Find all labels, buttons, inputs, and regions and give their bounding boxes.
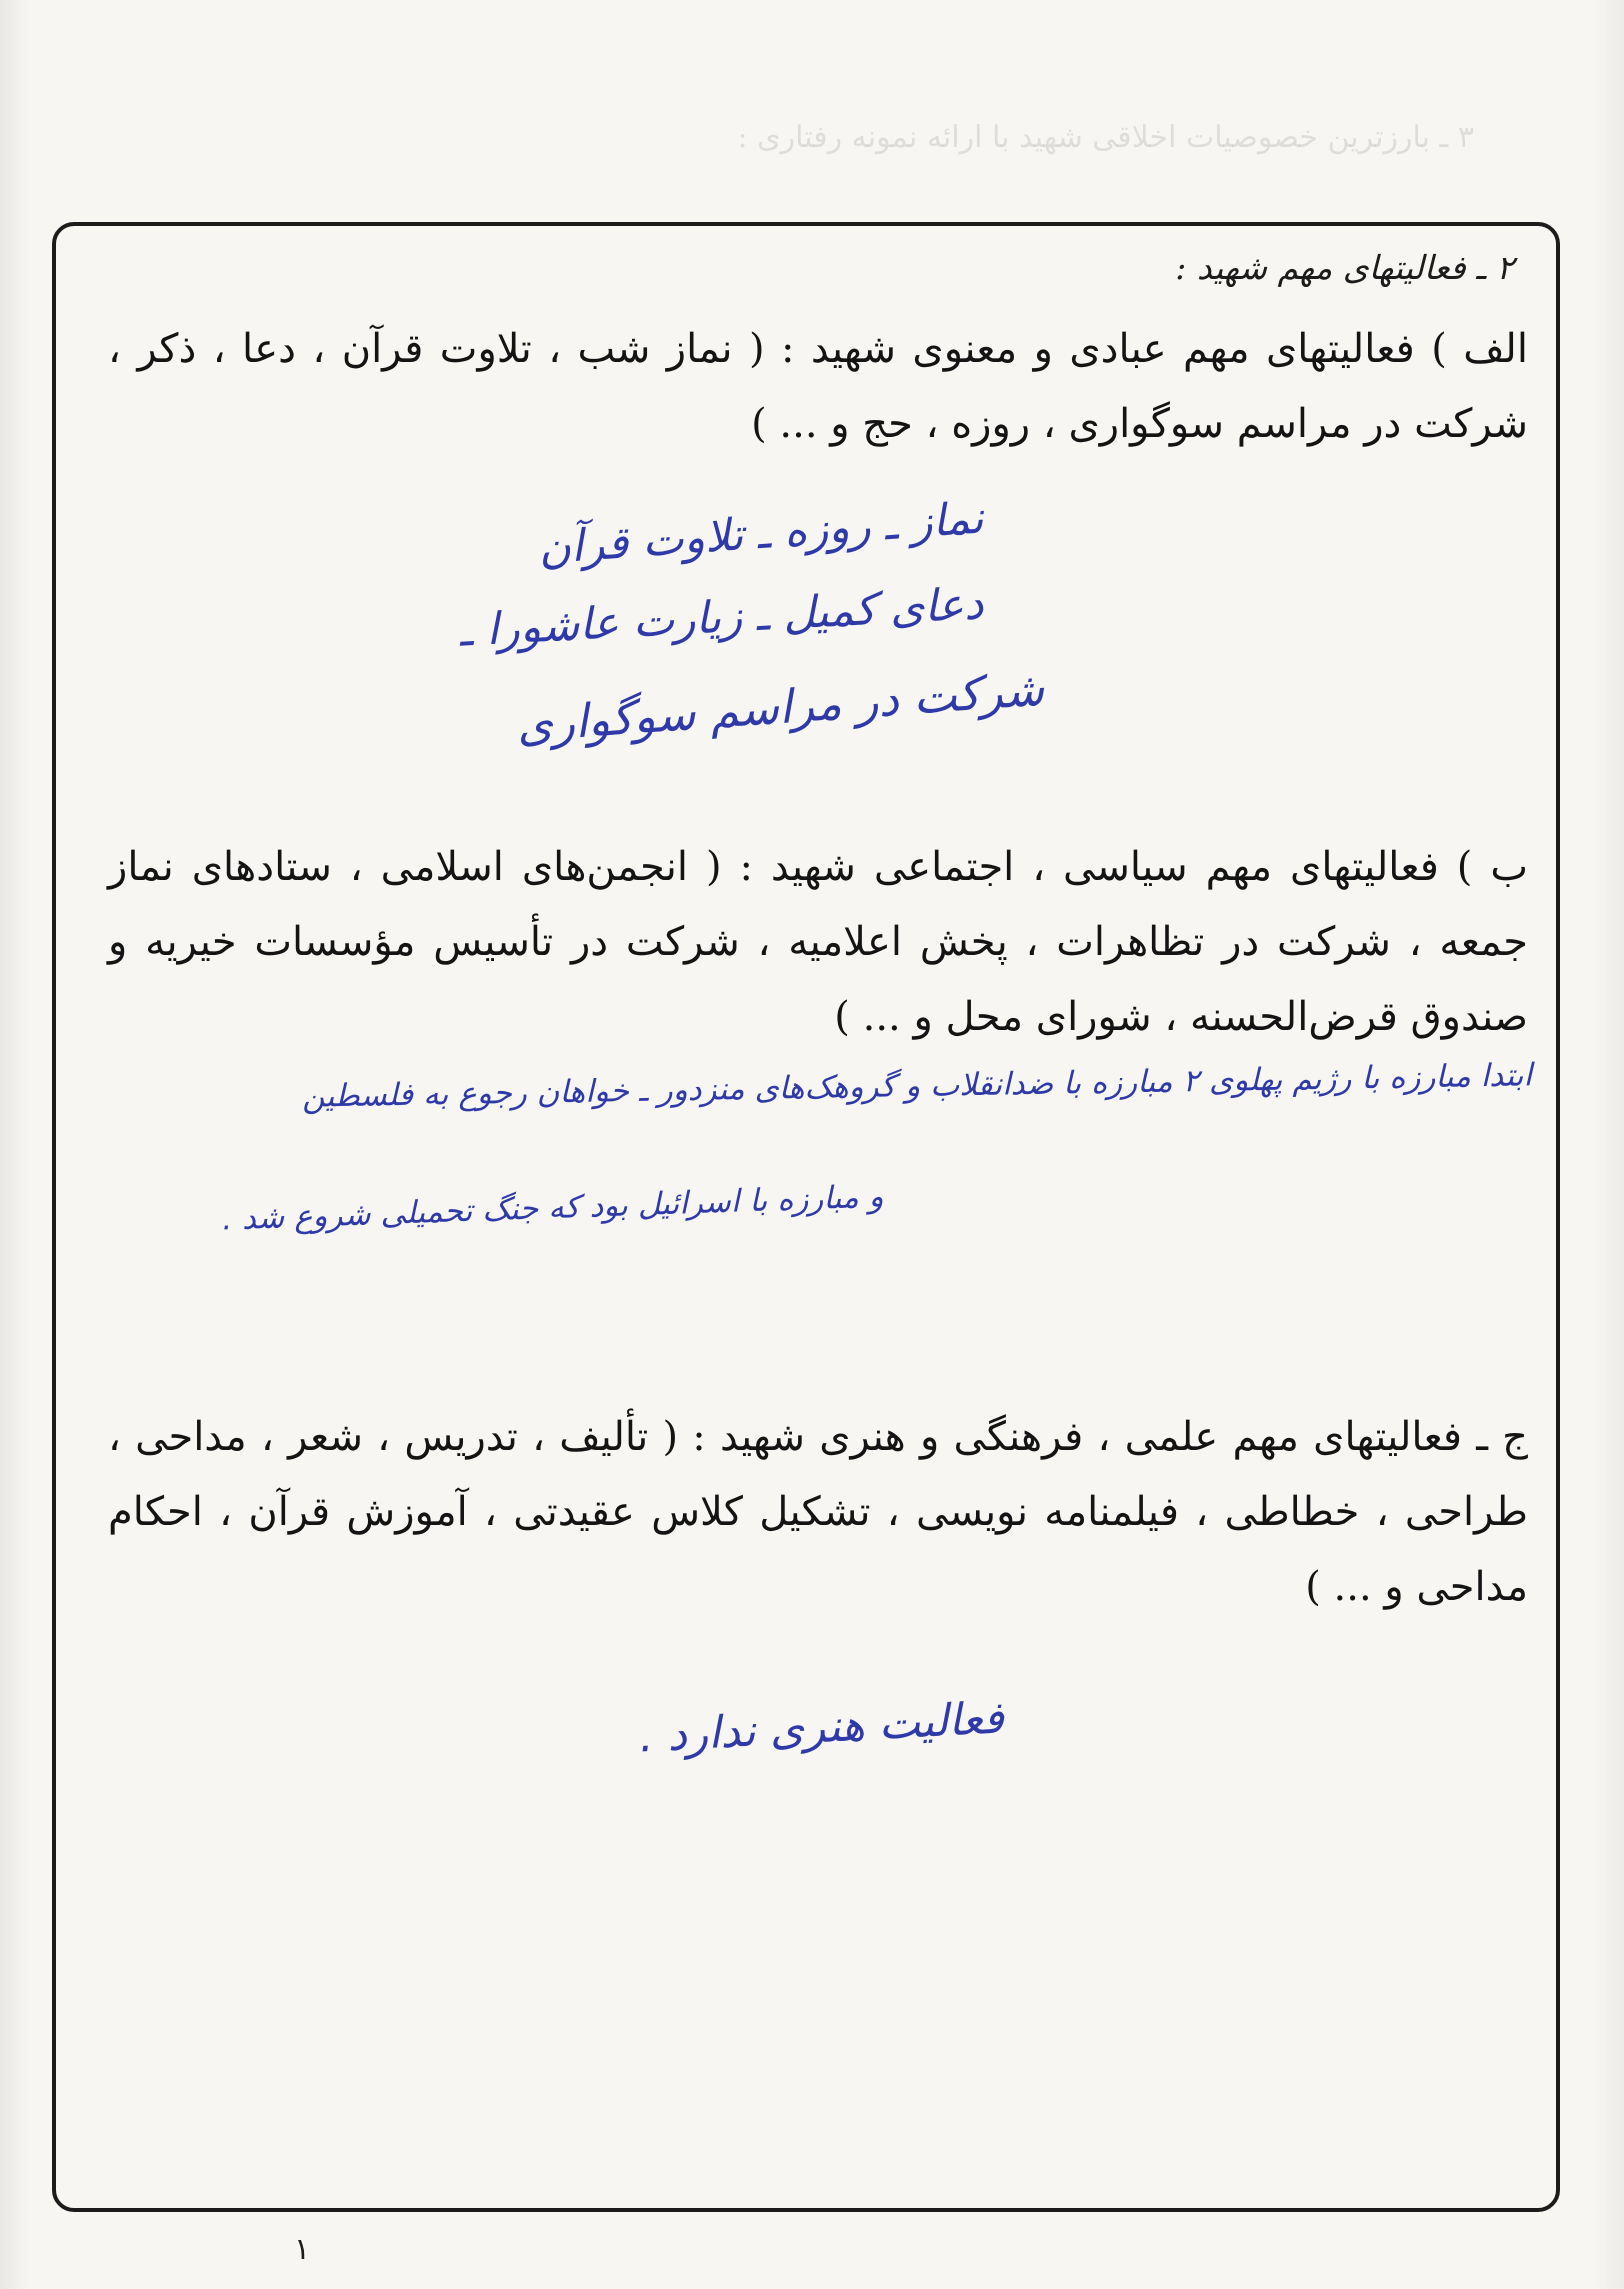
paragraph-political-activities: ب ) فعالیتهای مهم سیاسی ، اجتماعی شهید : ( انجمن‌های اسلامی ، ستادهای نماز جمعه ، شرکت در تظاهرات ، پخش اعلامیه ، شرکت در تأسیس مؤسسات خیریه و صندوق قرض‌الحسنه ، شورای محل و ... ) (108, 844, 1528, 1040)
handwritten-answer-a-line1: نماز ـ روزه ـ تلاوت قرآن (536, 492, 986, 575)
page-number: ۱ (294, 2232, 311, 2267)
section-heading: ۲ ـ فعالیتهای مهم شهید : (1175, 248, 1514, 287)
handwritten-answer-a-line2: دعای کمیل ـ زیارت عاشورا ـ (458, 578, 985, 657)
handwritten-answer-b-line2: و مبارزه با اسرائیل بود که جنگ تحمیلی شروع شد . (221, 1178, 885, 1238)
bleed-through-text: ۳ ـ بارزترین خصوصیات اخلاقی شهید با ارائه نمونه رفتاری : (737, 120, 1474, 155)
handwritten-answer-a-line3: شرکت در مراسم سوگواری (514, 661, 1046, 753)
handwritten-answer-b-line1: ابتدا مبارزه با رژیم پهلوی ۲ مبارزه با ضدانقلاب و گروهک‌های منزدور ـ خواهان رجوع به فلسطین (301, 1057, 1533, 1115)
paragraph-cultural-activities: ج ـ فعالیتهای مهم علمی ، فرهنگی و هنری شهید : ( تألیف ، تدریس ، شعر ، مداحی ، طراحی ، خطاطی ، فیلمنامه نویسی ، تشکیل کلاس عقیدتی ، آموزش قرآن ، احکام مداحی و ... ) (108, 1414, 1528, 1610)
paragraph-worship-activities: الف ) فعالیتهای مهم عبادی و معنوی شهید : ( نماز شب ، تلاوت قرآن ، دعا ، ذکر ، شرکت در مراسم سوگواری ، روزه ، حج و ... ) (108, 326, 1528, 447)
handwritten-answer-c-line1: فعالیت هنری ندارد . (637, 1692, 1006, 1763)
